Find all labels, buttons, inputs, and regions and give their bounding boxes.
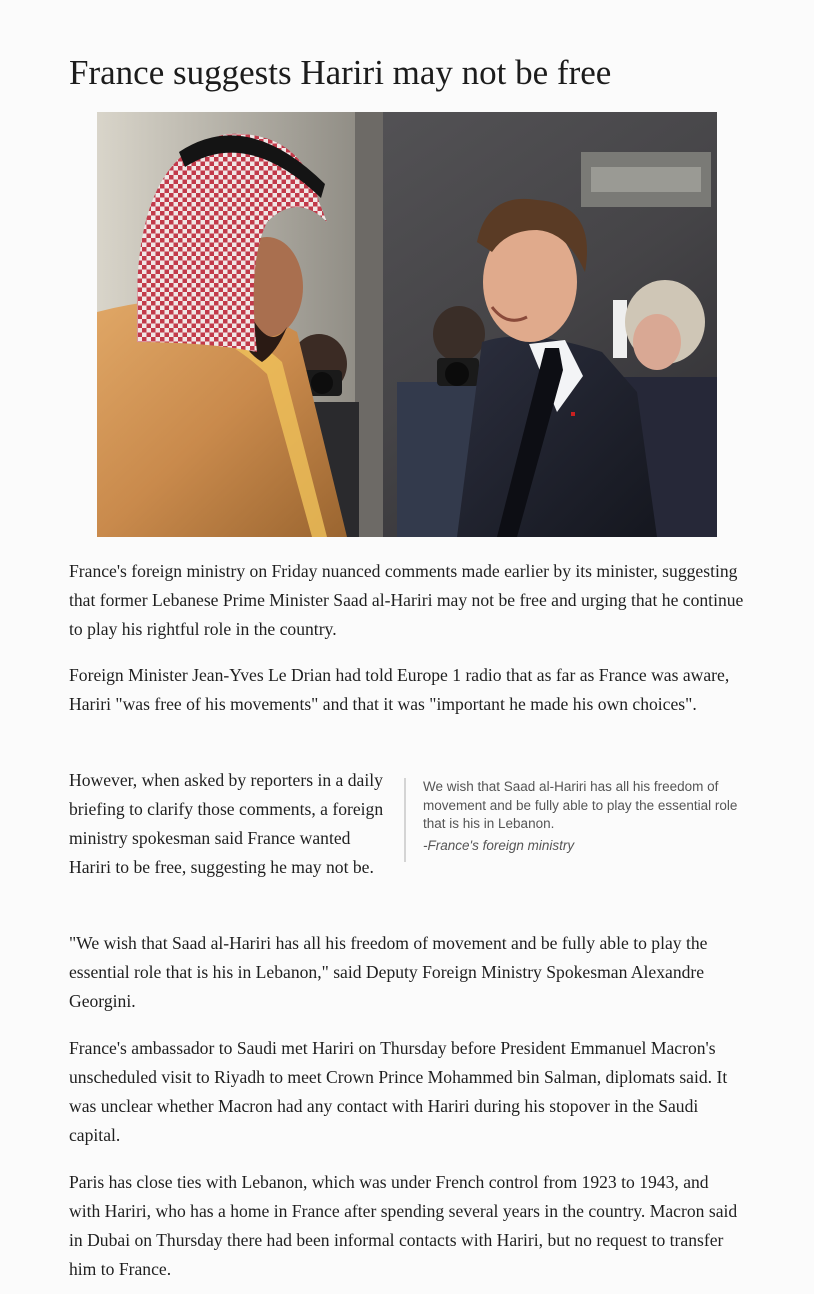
article-paragraph: "We wish that Saad al-Hariri has all his freedom of movement and be fully able to play the essential role that is his in Lebanon," said Deputy Foreign Ministry Spokesman Alexandre Georgini. [69,933,708,1011]
article-paragraph: France's ambassador to Saudi met Hariri on Thursday before President Emmanuel Macron's unscheduled visit to Riyadh to meet Crown Prince Mohammed bin Salman, diplomats said. It was unclear whether Macron had any contact with Hariri during his stopover in the Saudi capital. [69,1038,728,1145]
article-paragraph: Paris has close ties with Lebanon, which was under French control from 1923 to 1943, and with Hariri, who has a home in France after spending several years in the country. Macron said in Dubai on Thursday there had been informal contacts with Hariri, but no request to transfer him to France. [69,1172,738,1279]
article-photo [97,112,717,537]
article-paragraph: However, when asked by reporters in a daily briefing to clarify those comments, a foreign ministry spokesman said France wanted Hariri to be free, suggesting he may not be. [69,770,384,877]
pull-quote [404,778,753,862]
pull-quote-source: -France's foreign ministry [423,837,575,853]
article-paragraph: France's foreign ministry on Friday nuanced comments made earlier by its minister, suggesting that former Lebanese Prime Minister Saad al-Hariri may not be free and urging that he continue to play his rightful role in the country. [69,561,744,639]
article-headline: France suggests Hariri may not be free [69,53,612,92]
pull-quote-text: We wish that Saad al-Hariri has all his freedom of movement and be fully able to play the essential role that is his in Lebanon. [423,779,738,831]
article-paragraph: Foreign Minister Jean-Yves Le Drian had told Europe 1 radio that as far as France was aware, Hariri "was free of his movements" and that it was "important he made his own choices". [69,665,730,714]
